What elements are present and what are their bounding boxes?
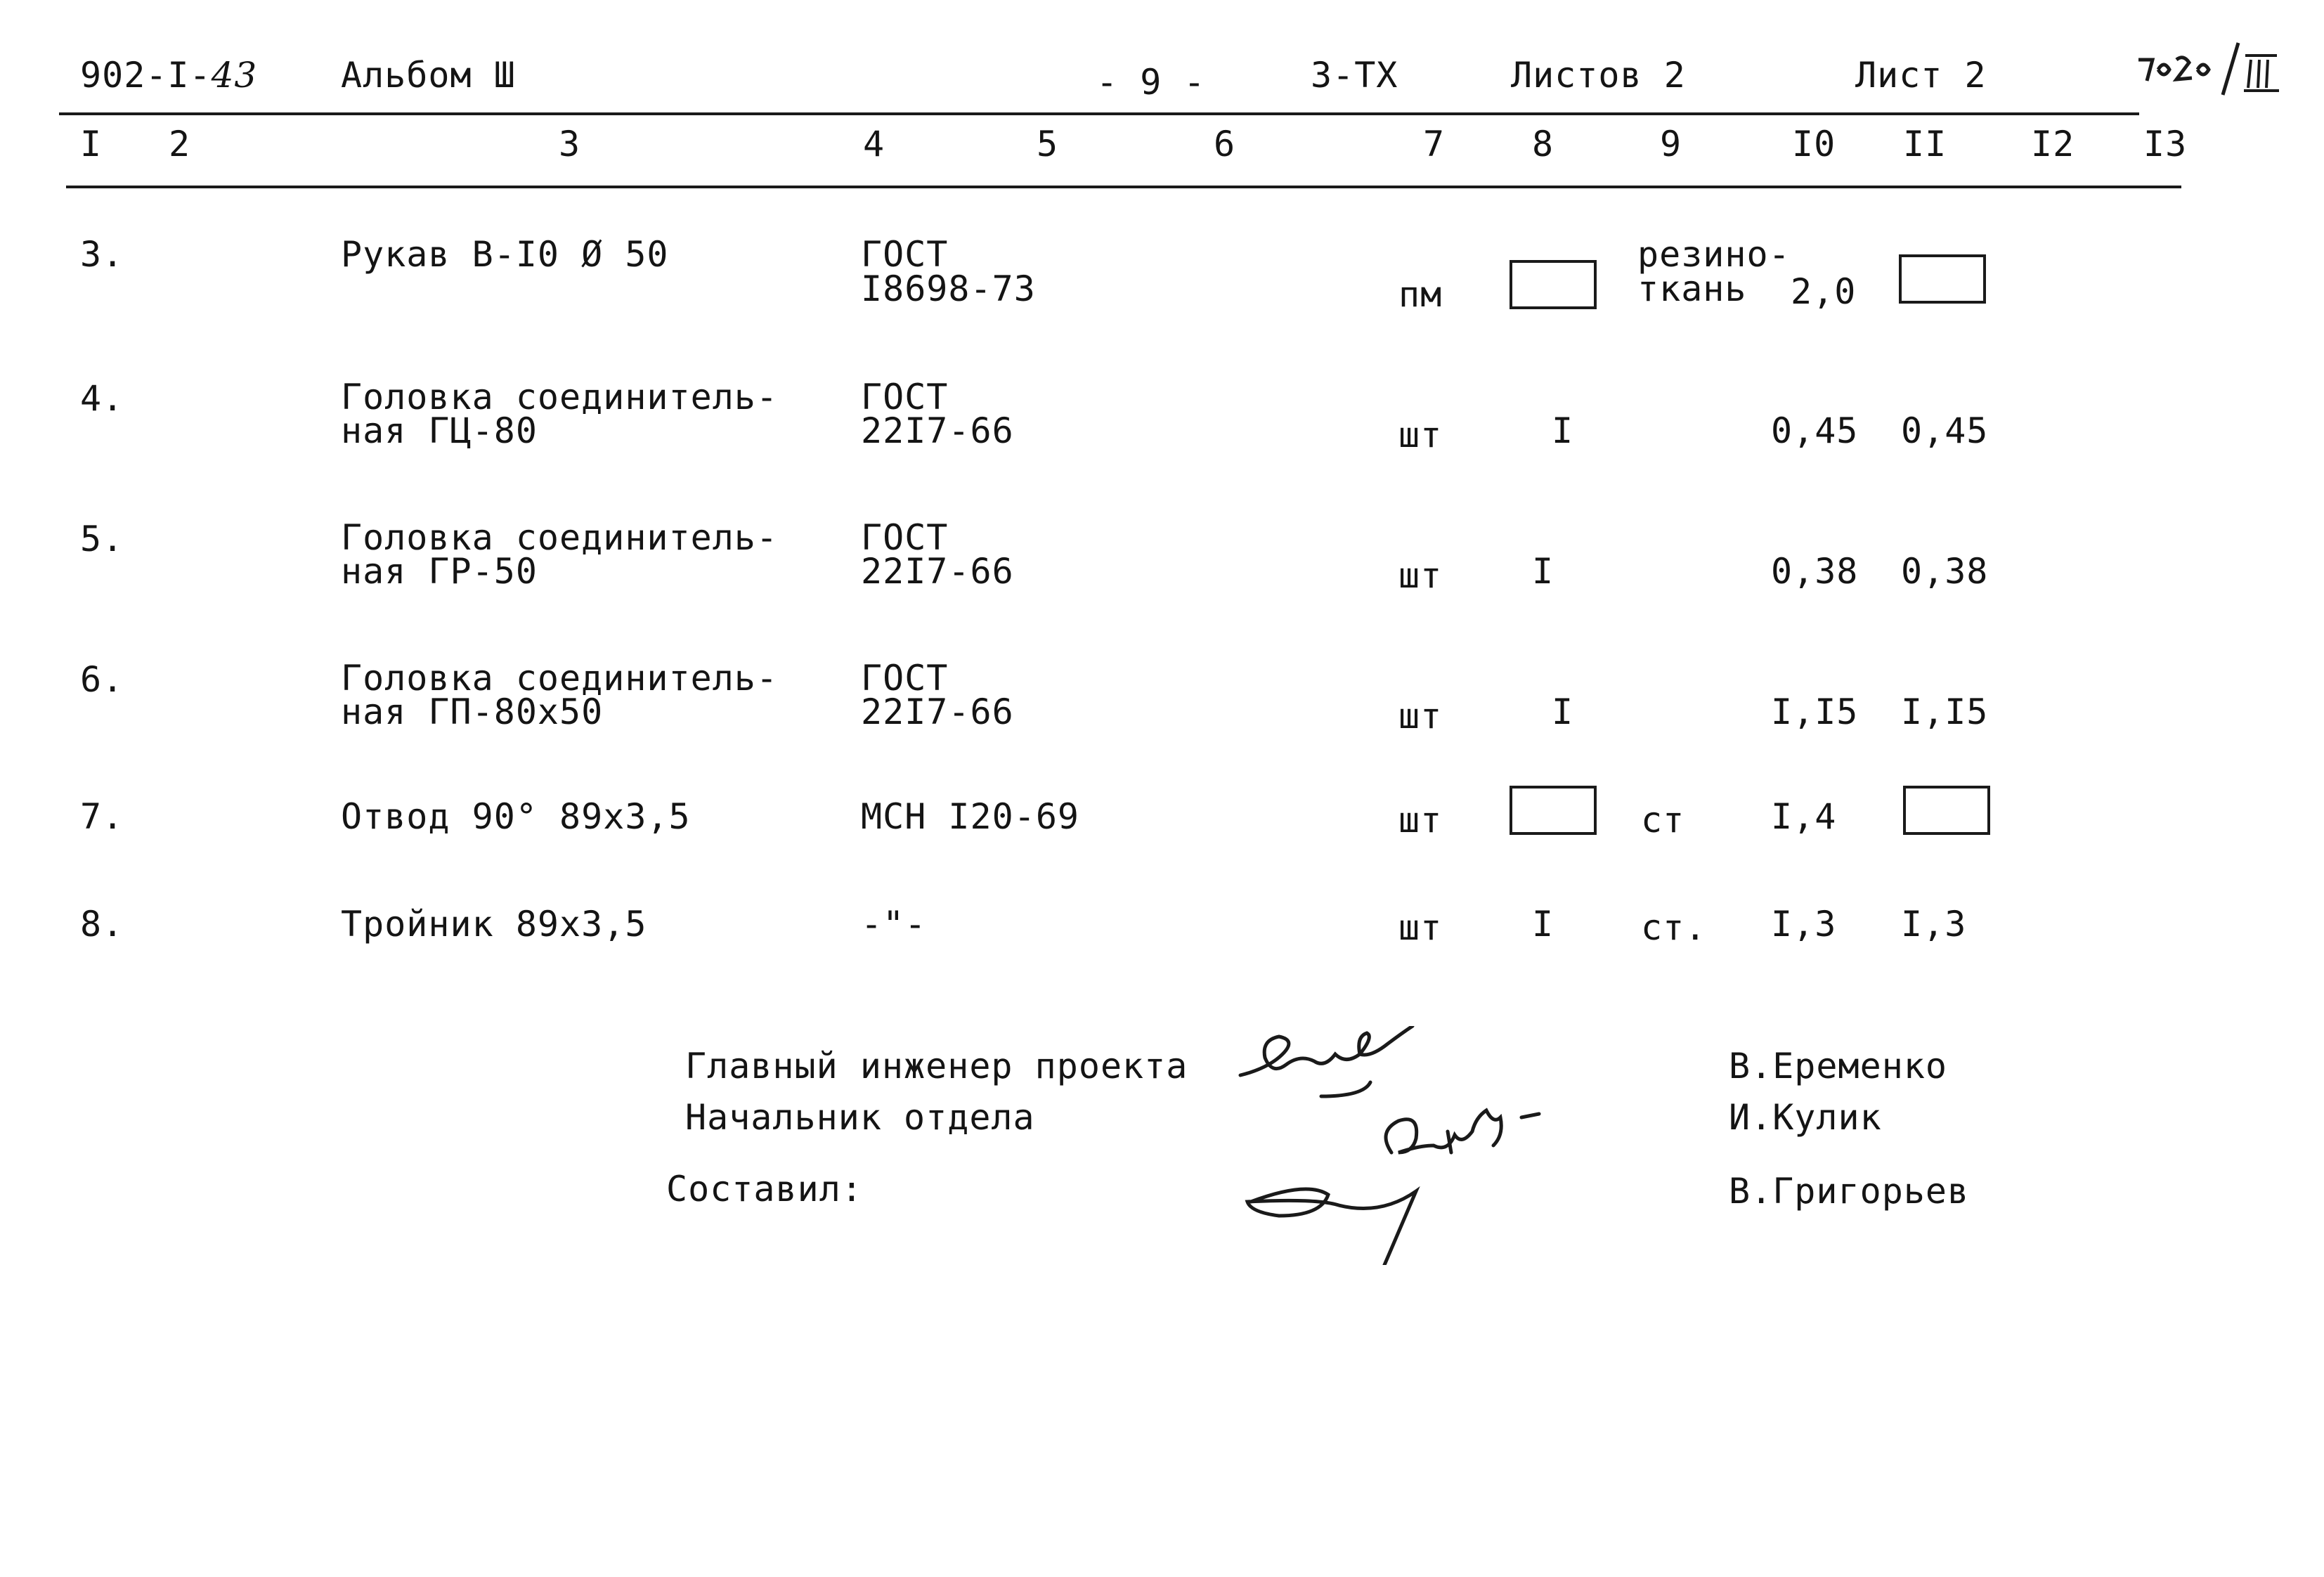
- header-rule-top: [59, 112, 2139, 115]
- page-number: - 9 -: [1096, 62, 1206, 103]
- row-number: 5.: [80, 519, 124, 559]
- standard-line: ГОСТ: [861, 517, 949, 558]
- unit: шт: [1398, 696, 1443, 736]
- column-header: 2: [169, 124, 191, 164]
- item-name: Отвод 90° 89х3,5: [341, 796, 691, 837]
- column-header: 3: [559, 124, 581, 164]
- document-code: [80, 56, 257, 94]
- handwritten-signatures: [1237, 1026, 1602, 1265]
- row-number: 6.: [80, 659, 124, 700]
- unit-mass: 2,0: [1791, 271, 1857, 312]
- standard-line: ГОСТ: [861, 658, 949, 699]
- quantity-box: [1510, 786, 1597, 835]
- column-header: I0: [1792, 124, 1836, 164]
- total-mass: 0,45: [1901, 410, 1989, 451]
- standard-line: МСН I20-69: [861, 796, 1080, 837]
- quantity: I: [1532, 904, 1554, 945]
- standard-line: I8698-73: [861, 268, 1036, 309]
- quantity-box: [1510, 260, 1597, 309]
- item-name: ная ГЦ-80: [341, 410, 538, 451]
- material-line: резино-: [1637, 234, 1791, 275]
- unit: шт: [1398, 555, 1443, 596]
- column-header: I3: [2143, 124, 2188, 164]
- signature-role: Составил:: [666, 1169, 863, 1209]
- unit-mass: I,3: [1771, 904, 1837, 945]
- standard-line: 22I7-66: [861, 551, 1014, 592]
- item-name: Тройник 89х3,5: [341, 904, 647, 945]
- archive-mark-handwritten: [2133, 39, 2294, 116]
- total-mass: I,I5: [1901, 692, 1989, 732]
- row-number: 3.: [80, 234, 124, 275]
- item-name: Головка соединитель-: [341, 377, 779, 417]
- row-number: 4.: [80, 378, 124, 419]
- column-header: I2: [2031, 124, 2075, 164]
- column-header: 6: [1214, 124, 1236, 164]
- album-label: Альбом Ш: [341, 55, 516, 96]
- column-header: II: [1903, 124, 1947, 164]
- unit-mass: I,4: [1771, 796, 1837, 837]
- standard-line: ГОСТ: [861, 377, 949, 417]
- quantity: I: [1552, 410, 1574, 451]
- document-code-handwritten: 43: [211, 55, 258, 96]
- unit-mass: 0,38: [1771, 551, 1859, 592]
- row-number: 8.: [80, 904, 124, 945]
- material-line: ткань: [1637, 268, 1747, 309]
- standard-line: ГОСТ: [861, 234, 949, 275]
- column-header: 9: [1660, 124, 1682, 164]
- signatory-name: И.Кулик: [1729, 1097, 1882, 1138]
- section-code: 3-ТХ: [1311, 55, 1398, 96]
- quantity: I: [1552, 692, 1574, 732]
- unit: шт: [1398, 907, 1443, 948]
- total-mass-box: [1903, 786, 1990, 835]
- header-rule-bottom: [66, 186, 2181, 188]
- unit-mass: 0,45: [1771, 410, 1859, 451]
- column-header: 7: [1423, 124, 1446, 164]
- material-line: ст: [1641, 800, 1685, 841]
- sheets-total: Листов 2: [1511, 55, 1686, 96]
- standard-line: -"-: [861, 904, 927, 945]
- total-mass: 0,38: [1901, 551, 1989, 592]
- unit-mass: I,I5: [1771, 692, 1859, 732]
- total-mass-box: [1899, 254, 1986, 304]
- unit: шт: [1398, 800, 1443, 841]
- item-name: Рукав В-I0 Ø 50: [341, 234, 669, 275]
- item-name: ная ГП-80х50: [341, 692, 604, 732]
- signatory-name: В.Еременко: [1729, 1046, 1948, 1086]
- unit: шт: [1398, 415, 1443, 455]
- column-header: 8: [1532, 124, 1554, 164]
- column-header: I: [80, 124, 103, 164]
- item-name: Головка соединитель-: [341, 658, 779, 699]
- item-name: ная ГР-50: [341, 551, 538, 592]
- signatory-name: В.Григорьев: [1729, 1171, 1970, 1212]
- item-name: Головка соединитель-: [341, 517, 779, 558]
- column-header: 5: [1037, 124, 1059, 164]
- row-number: 7.: [80, 796, 124, 837]
- document-code-printed: 902-I-: [80, 55, 212, 96]
- signature-role: Главный инженер проекта: [685, 1046, 1188, 1086]
- unit: пм: [1398, 274, 1443, 315]
- material-line: ст.: [1641, 907, 1707, 948]
- standard-line: 22I7-66: [861, 410, 1014, 451]
- quantity: I: [1532, 551, 1554, 592]
- sheet-number: Лист 2: [1855, 55, 1987, 96]
- standard-line: 22I7-66: [861, 692, 1014, 732]
- total-mass: I,3: [1901, 904, 1967, 945]
- signature-role: Начальник отдела: [685, 1097, 1035, 1138]
- column-header: 4: [863, 124, 885, 164]
